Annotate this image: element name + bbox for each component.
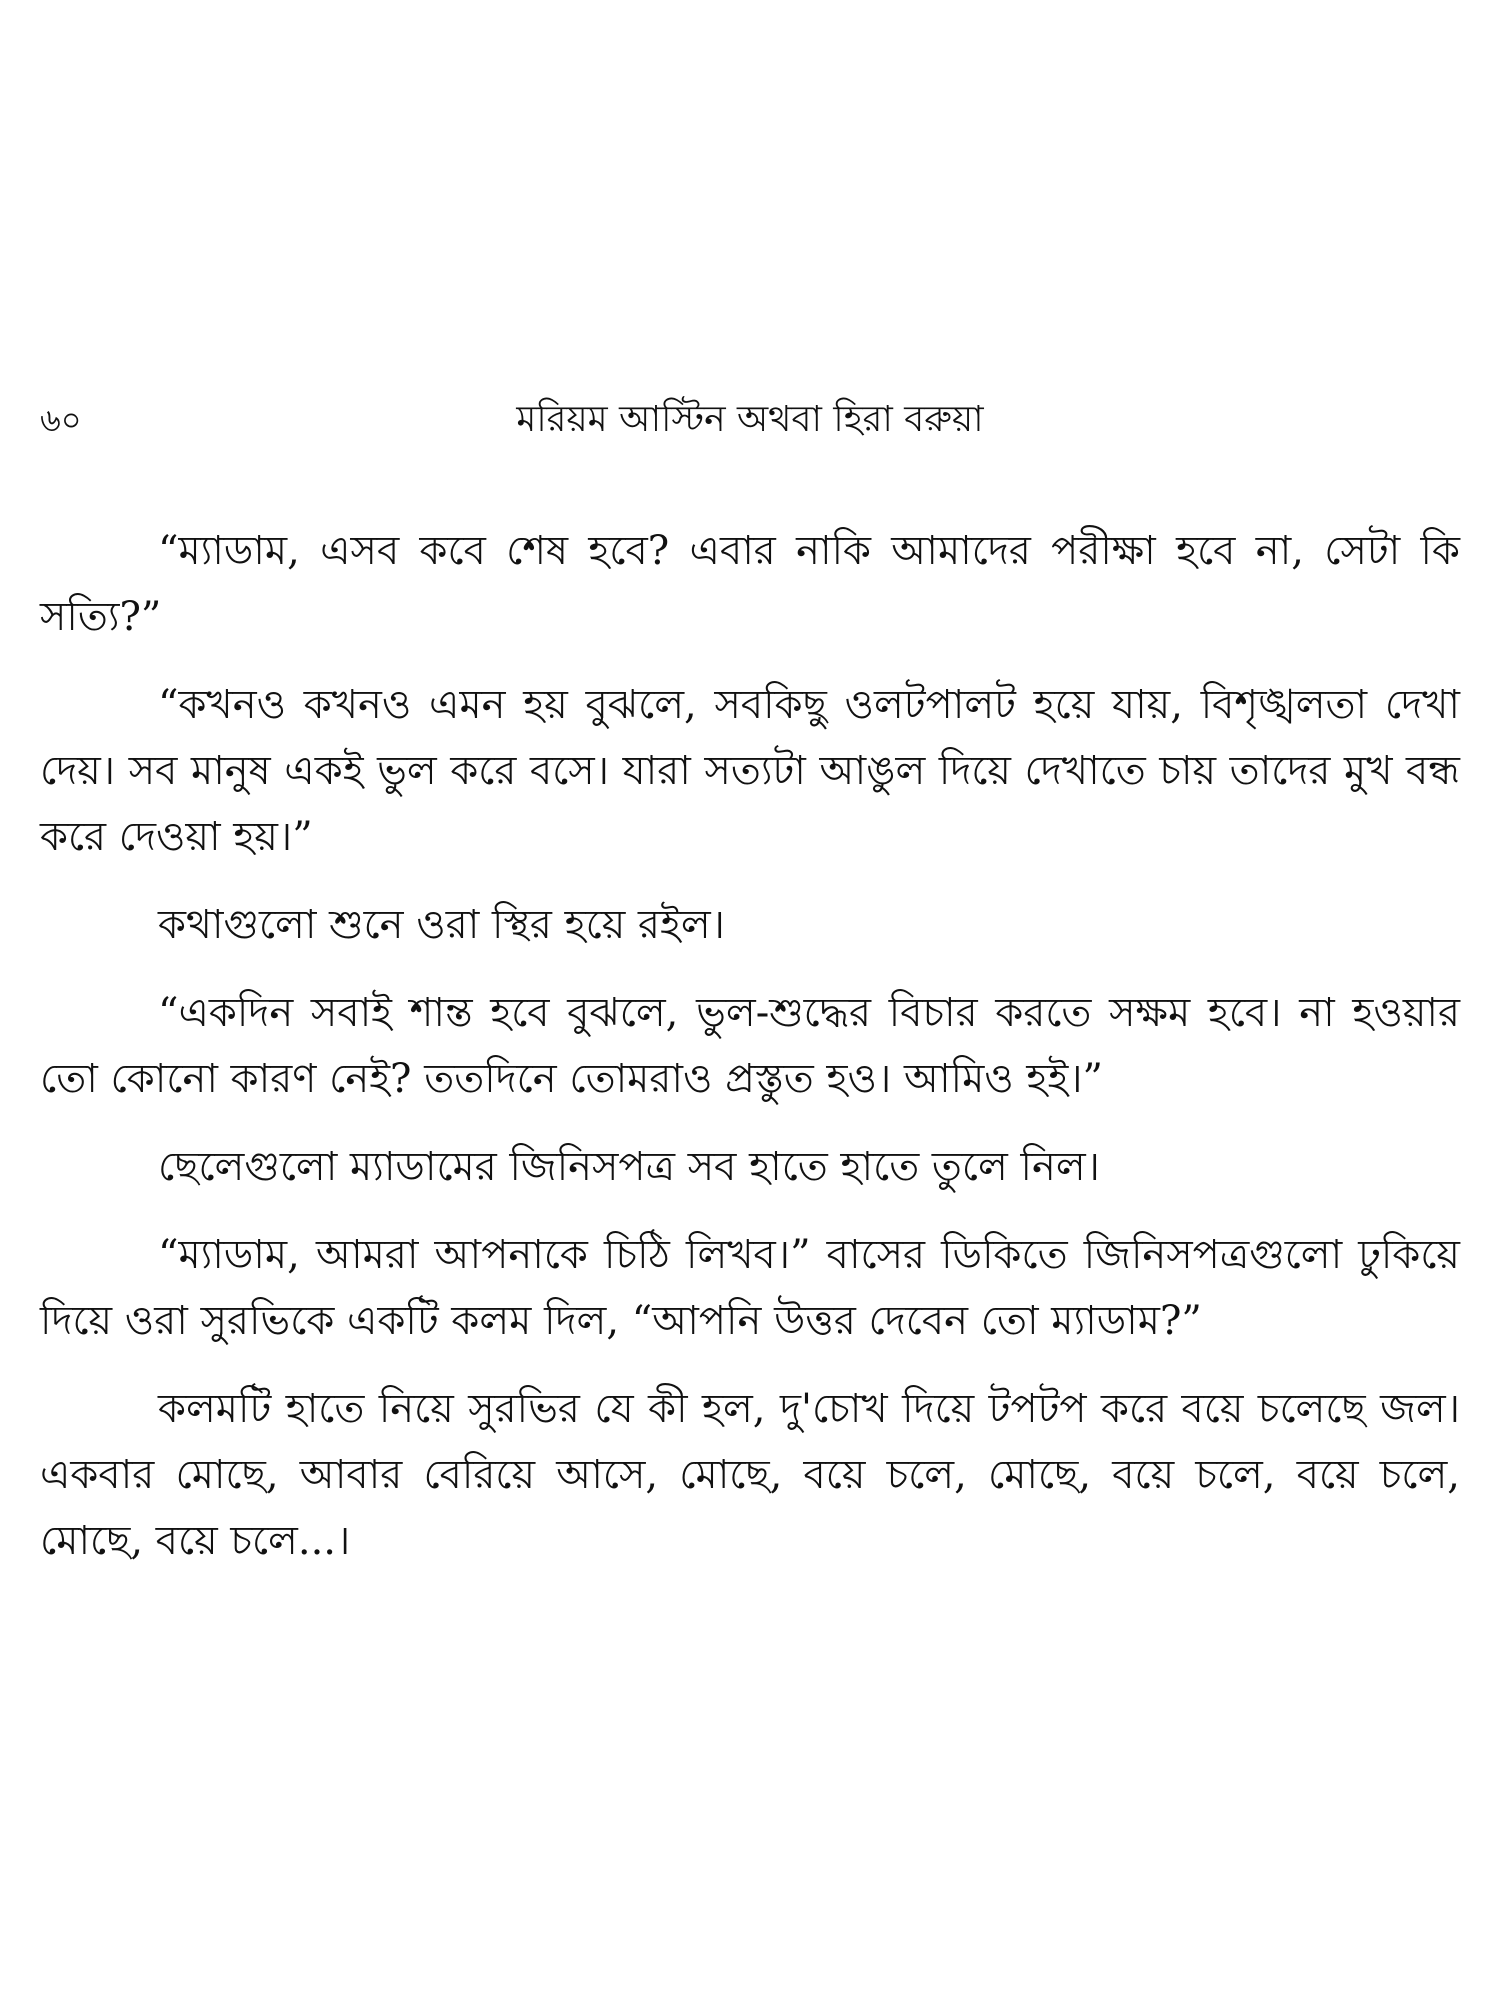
paragraph-7: কলমটি হাতে নিয়ে সুরভির যে কী হল, দু'চোখ দিয়ে টপটপ করে বয়ে চলেছে জল। একবার মোছে, আবার বেরিয়ে আসে, মোছে, বয়ে চলে, মোছে, বয়ে চলে, বয়ে চলে, মোছে, বয়ে চলে...। — [40, 1386, 1460, 1564]
page-number: ৬০ — [40, 401, 82, 439]
body-text — [40, 518, 1460, 1596]
paragraph-5: ছেলেগুলো ম্যাডামের জিনিসপত্র সব হাতে হাতে তুলে নিল। — [158, 1144, 1100, 1190]
paragraph-2: “কখনও কখনও এমন হয় বুঝলে, সবকিছু ওলটপালট হয়ে যায়, বিশৃঙ্খলতা দেখা দেয়। সব মানুষ একই ভুল করে বসে। যারা সত্যটা আঙুল দিয়ে দেখাতে চায় তাদের মুখ বন্ধ করে দেওয়া হয়।” — [40, 682, 1460, 860]
running-header — [40, 392, 1460, 452]
paragraph-4: “একদিন সবাই শান্ত হবে বুঝলে, ভুল-শুদ্ধের বিচার করতে সক্ষম হবে। না হওয়ার তো কোনো কারণ নেই? ততদিনে তোমরাও প্রস্তুত হও। আমিও হই।” — [40, 990, 1460, 1102]
paragraph-6: “ম্যাডাম, আমরা আপনাকে চিঠি লিখব।” বাসের ডিকিতে জিনিসপত্রগুলো ঢুকিয়ে দিয়ে ওরা সুরভিকে একটি কলম দিল, “আপনি উত্তর দেবেন তো ম্যাডাম?” — [40, 1232, 1460, 1344]
paragraph-1: “ম্যাডাম, এসব কবে শেষ হবে? এবার নাকি আমাদের পরীক্ষা হবে না, সেটা কি সত্যি?” — [40, 528, 1460, 640]
book-title: মরিয়ম আস্টিন অথবা হিরা বরুয়া — [516, 399, 984, 440]
paragraph-3: কথাগুলো শুনে ওরা স্থির হয়ে রইল। — [158, 902, 725, 948]
